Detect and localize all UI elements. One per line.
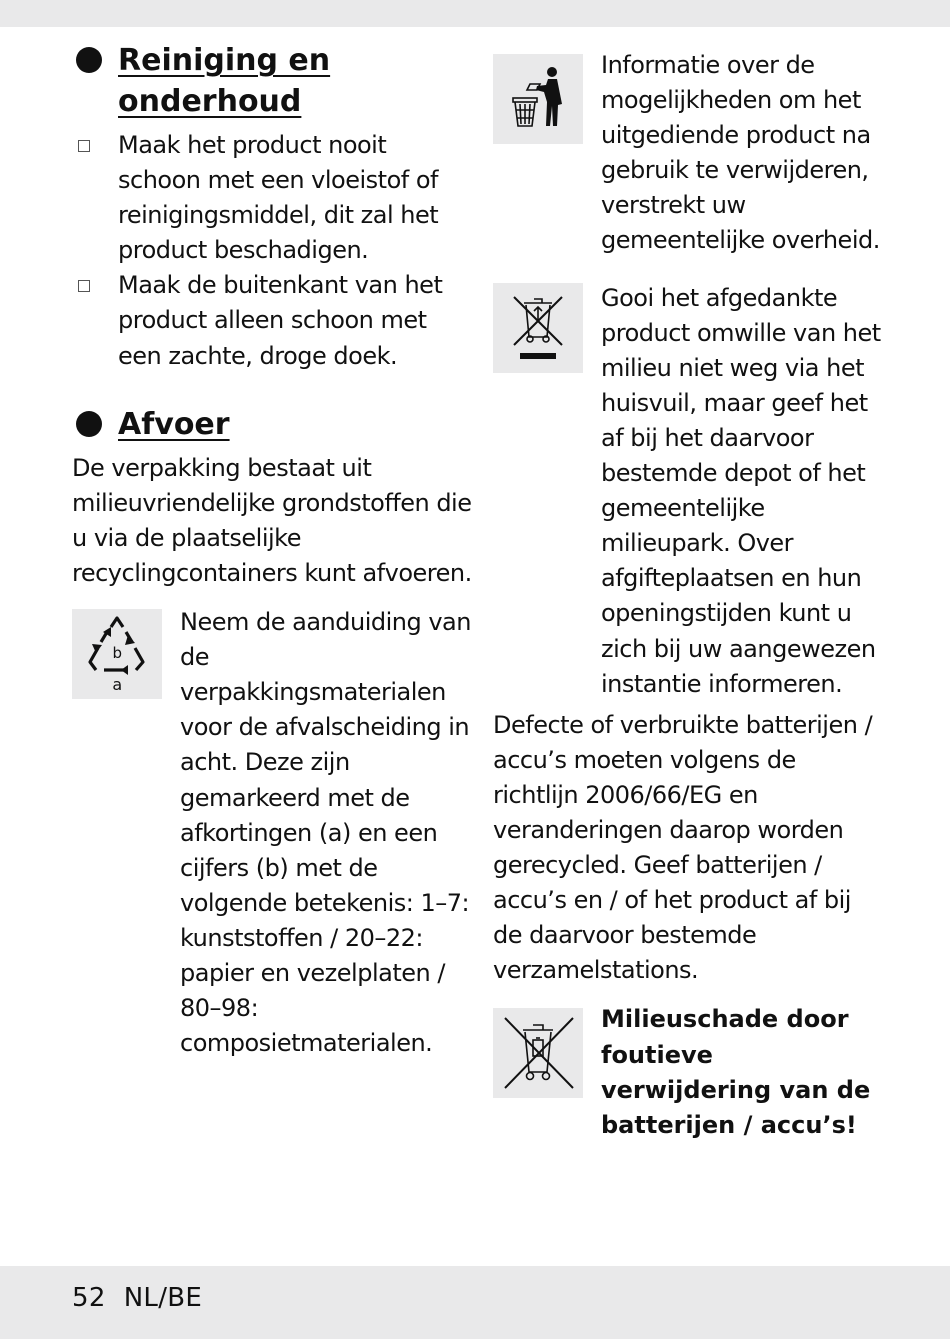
bullet-dot-icon: [76, 411, 102, 437]
cleaning-heading: [72, 40, 472, 122]
crossed-battery-bin-icon: [493, 1008, 583, 1098]
recycle-icon: [72, 609, 162, 699]
list-item: [72, 128, 472, 268]
trash-bin-icon: [493, 54, 583, 144]
svg-text:a: a: [112, 675, 122, 694]
battery-warning-block: [493, 1005, 883, 1142]
right-column: [493, 48, 883, 1143]
page-number: 52: [72, 1283, 106, 1313]
list-item-text: Maak het product nooit schoon met een vloeistof of reinigingsmiddel, dit zal het product beschadigen.: [118, 131, 439, 265]
checkbox-icon: [78, 140, 90, 152]
locale-label: NL/BE: [123, 1283, 203, 1313]
disposal-intro: De verpakking bestaat uit milieuvriendelijke grondstoffen die u via de plaatselijke recyclingcontainers kunt afvoeren.: [72, 453, 472, 587]
cleaning-heading-line2: onderhoud: [118, 84, 302, 119]
weee-text: Gooi het afgedankte product omwille van het milieu niet weg via het huisvuil, maar geef het af bij het daarvoor bestemde depot of het gemeentelijke milieupark. Over afgifteplaatsen en hun openingstijden kunt u zich bij uw aangewezen instantie informeren.: [601, 283, 881, 698]
page-footer: [72, 1280, 202, 1316]
battery-paragraph: Defecte of verbruikte batterijen / accu’s moeten volgens de richtlijn 2006/66/EG en veranderingen daarop worden gerecycled. Geef batterijen / accu’s en / of het product af bij de daarvoor bestemde verzamelstations.: [493, 710, 873, 985]
bin-text: Informatie over de mogelijkheden om het uitgediende product na gebruik te verwijderen, verstrekt uw gemeentelijke overheid.: [601, 51, 880, 255]
weee-block: [493, 281, 883, 702]
checkbox-icon: [78, 280, 90, 292]
cleaning-list: [72, 128, 472, 374]
svg-text:b: b: [112, 644, 122, 663]
list-item: [72, 268, 472, 373]
cleaning-heading-line1: Reiniging en: [118, 43, 331, 78]
bullet-dot-icon: [76, 47, 102, 73]
left-column: [72, 40, 472, 1061]
disposal-heading: [72, 404, 472, 445]
list-item-text: Maak de buitenkant van het product alleen schoon met een zachte, droge doek.: [118, 271, 443, 370]
bin-block: [493, 48, 883, 259]
recycle-text: Neem de aanduiding van de verpakkingsmaterialen voor de afvalscheiding in acht. Deze zijn gemarkeerd met de afkortingen (a) en een cijfers (b) met de volgende betekenis: 1–7: kunststoffen / 20–22: papier en vezelplaten / 80–98: composietmaterialen.: [180, 608, 471, 1058]
recycle-block: [72, 609, 472, 1061]
top-band: [0, 0, 950, 27]
battery-warning-text: Milieuschade door foutieve verwijdering van de batterijen / accu’s!: [601, 1005, 871, 1139]
disposal-heading-text: Afvoer: [118, 406, 230, 442]
crossed-bin-icon: [493, 283, 583, 373]
